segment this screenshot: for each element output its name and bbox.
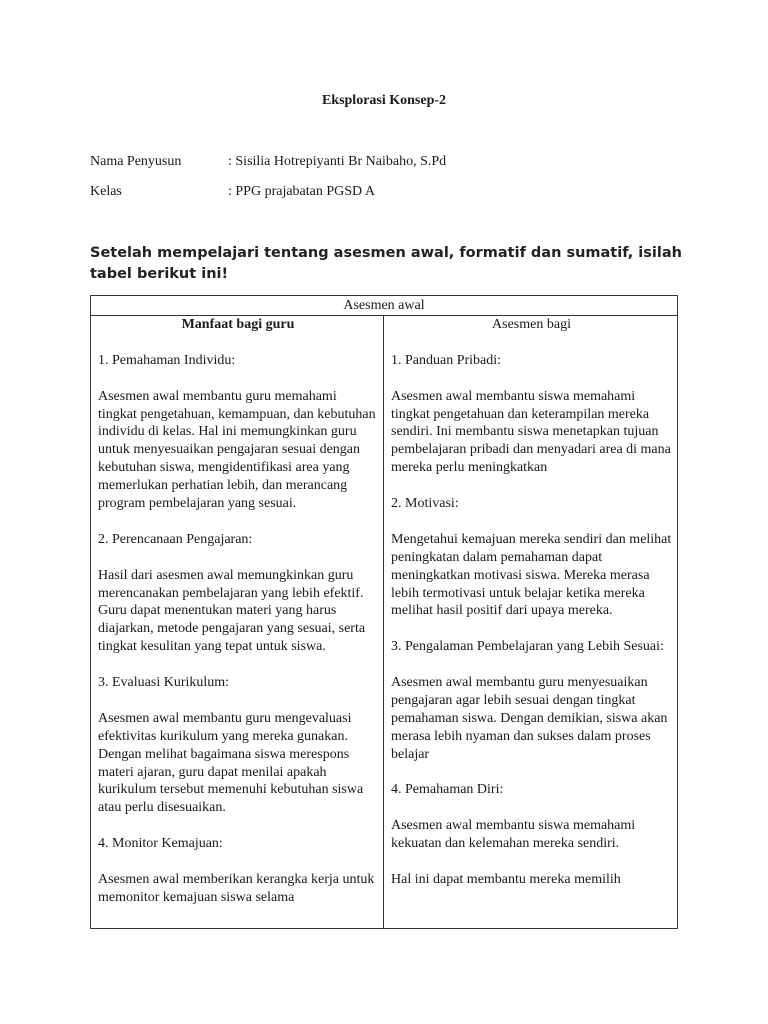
table-cell-block: Asesmen awal membantu siswa memahami tingkat pengetahuan dan keterampilan mereka sendiri. Ini membantu siswa menetapkan tujuan pembelajaran pribadi dan menyadari area di mana mereka perlu meningkatkan [391, 388, 671, 476]
column-header-student: Asesmen bagi [492, 317, 571, 332]
document-title: Eksplorasi Konsep-2 [321, 93, 447, 108]
meta-value-author: : Sisilia Hotrepiyanti Br Naibaho, S.Pd [228, 154, 447, 169]
table-cell-block: Mengetahui kemajuan mereka sendiri dan melihat peningkatan dalam pemahaman dapat meningkatkan motivasi siswa. Mereka merasa lebih termotivasi untuk belajar ketika mereka melihat hasil positif dari upaya mereka. [391, 531, 672, 619]
table-cell-block: 2. Perencanaan Pengajaran: [98, 531, 253, 547]
instruction-heading: Setelah mempelajari tentang asesmen awal, formatif dan sumatif, isilah tabel berikut ini! [90, 245, 682, 282]
table-cell-block: 3. Pengalaman Pembelajaran yang Lebih Sesuai: [391, 639, 664, 655]
meta-label-class: Kelas [90, 184, 122, 199]
table-cell-block: 3. Evaluasi Kurikulum: [98, 675, 230, 691]
column-teacher-content [98, 352, 378, 907]
column-student-content [391, 352, 672, 889]
table-cell-block: Hasil dari asesmen awal memungkinkan guru merencanakan pembelajaran yang lebih efektif. Guru dapat menentukan materi yang harus diajarkan, metode pengajaran yang sesuai, serta tingkat kesulitan yang tepat untuk siswa. [98, 567, 366, 655]
table-cell-block: Asesmen awal membantu siswa memahami kekuatan dan kelemahan mereka sendiri. [391, 818, 636, 852]
column-teacher-benefits [91, 316, 384, 928]
table-cell-block: Asesmen awal membantu guru menyesuaikan pengajaran agar lebih sesuai dengan tingkat pemahaman siswa. Dengan demikian, siswa akan merasa lebih nyaman dan sukses dalam proses belajar [391, 675, 668, 762]
column-student-benefits [384, 316, 677, 928]
meta-value-class: : PPG prajabatan PGSD A [228, 184, 375, 199]
table-cell-block: 1. Panduan Pribadi: [391, 352, 502, 368]
meta-label-author: Nama Penyusun [90, 154, 182, 169]
table-cell-block: Hal ini dapat membantu mereka memilih [391, 871, 621, 887]
table-cell-block: Asesmen awal memberikan kerangka kerja untuk memonitor kemajuan siswa selama [98, 871, 375, 905]
table-cell-block: 1. Pemahaman Individu: [98, 352, 236, 368]
assessment-table [90, 295, 678, 929]
column-header-teacher: Manfaat bagi guru [181, 317, 295, 332]
table-cell-block: 4. Monitor Kemajuan: [98, 836, 223, 852]
table-cell-block: 4. Pemahaman Diri: [391, 782, 504, 798]
table-caption: Asesmen awal [91, 296, 677, 316]
table-body [91, 316, 677, 928]
table-cell-block: Asesmen awal membantu guru mengevaluasi efektivitas kurikulum yang mereka gunakan. Dengan melihat bagaimana siswa merespons materi ajaran, guru dapat menilai apakah kurikulum tersebut memenuhi kebutuhan siswa atau perlu disesuaikan. [98, 710, 364, 816]
table-cell-block: 2. Motivasi: [391, 496, 459, 512]
table-cell-block: Asesmen awal membantu guru memahami tingkat pengetahuan, kemampuan, dan kebutuhan individu di kelas. Hal ini memungkinkan guru untuk menyesuaikan pengajaran sesuai dengan kebutuhan siswa, mengidentifikasi area yang memerlukan perhatian lebih, dan merancang program pembelajaran yang sesuai. [98, 388, 376, 512]
